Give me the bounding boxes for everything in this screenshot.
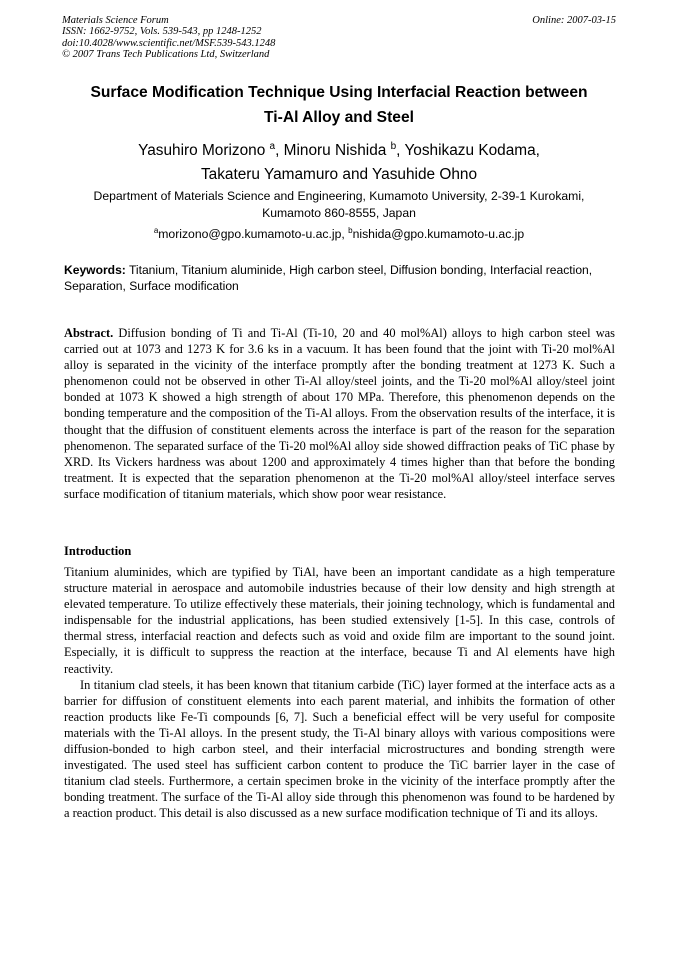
- email-b[interactable]: nishida@gpo.kumamoto-u.ac.jp: [352, 227, 525, 241]
- issn-line: ISSN: 1662-9752, Vols. 539-543, pp 1248-1252: [62, 26, 262, 38]
- authors-line-1: [40, 139, 638, 163]
- author-emails: [40, 226, 638, 242]
- author-3: , Yoshikazu Kodama,: [396, 142, 540, 159]
- copyright-line: © 2007 Trans Tech Publications Ltd, Switzerland: [62, 48, 270, 60]
- author-list: [40, 139, 638, 187]
- email-separator: ,: [341, 227, 349, 241]
- email-a[interactable]: morizono@gpo.kumamoto-u.ac.jp: [158, 227, 342, 241]
- author-1: Yasuhiro Morizono: [138, 142, 266, 159]
- publication-header: [62, 15, 616, 60]
- abstract-text: Diffusion bonding of Ti and Ti-Al (Ti-10, 20 and 40 mol%Al) alloys to high carbon steel was carried out at 1073 and 1273 K for 3.6 ks in a vacuum. It has been found that the joint with Ti-20 mol%Al alloy is separated in the vicinity of the interface promptly after the bonding treatment at 1273 K. Such a phenomenon could not be observed in other Ti-Al alloy/steel joints, and the Ti-20 mol%Al alloy/steel joint bonded at 1073 K showed a high strength of about 170 MPa. Therefore, this phenomenon depends on the bonding temperature and the composition of the Ti-Al alloys. From the observation results of the interface, it is thought that the diffusion of constituent elements across the interface is part of the reason for the separation phenomenon. The separated surface of the Ti-20 mol%Al alloy side showed diffraction peaks of TiC phase by XRD. Its Vickers hardness was about 1200 and approximately 4 times higher than that before the bonding treatment. It is expected that the separation phenomenon at the Ti-20 mol%Al alloy/steel interface serves surface modification of titanium materials, which show poor wear resistance.: [64, 326, 615, 501]
- abstract: [64, 325, 615, 502]
- author-1-affil-mark: a: [269, 141, 276, 152]
- introduction-body: [64, 564, 615, 822]
- title-line-2: Ti-Al Alloy and Steel: [264, 109, 414, 126]
- author-2: Minoru Nishida: [283, 142, 387, 159]
- affiliation: [40, 188, 638, 222]
- online-date: Online: 2007-03-15: [532, 15, 616, 26]
- email-b-mark: b: [348, 226, 353, 235]
- abstract-label: Abstract.: [64, 326, 114, 340]
- authors-line-2: Takateru Yamamuro and Yasuhide Ohno: [200, 166, 478, 183]
- title-line-1: Surface Modification Technique Using Interfacial Reaction between: [90, 84, 588, 101]
- intro-paragraph-1: Titanium aluminides, which are typified by TiAl, have been an important candidate as a high temperature structure material in aerospace and automobile industries because of their low density and high strength at elevated temperature. To utilize effectively these materials, their joining technology, which is fundamental and indispensable for the industrial applications, has been studied extensively [1-5]. In this case, controls of thermal stress, interfacial reaction and defects such as void and oxide film are important to the sound joint. Especially, it is difficult to suppress the reaction at the interface, because Ti and Al elements have high reactivity.: [64, 565, 615, 676]
- author-2-affil-mark: b: [390, 141, 397, 152]
- author-separator: ,: [275, 142, 284, 159]
- journal-name: Materials Science Forum: [62, 15, 169, 26]
- keywords-text: Titanium, Titanium aluminide, High carbon steel, Diffusion bonding, Interfacial reaction, Separation, Surface modification: [64, 263, 593, 293]
- introduction-heading: Introduction: [64, 544, 132, 558]
- affiliation-line-1: Department of Materials Science and Engineering, Kumamoto University, 2-39-1 Kurokami,: [93, 189, 585, 203]
- intro-paragraph-2: In titanium clad steels, it has been known that titanium carbide (TiC) layer formed at the interface acts as a barrier for diffusion of constituent elements into each parent material, and inhibits the formation of other reaction products like Fe-Ti compounds [6, 7]. Such a beneficial effect will be very useful for composite materials with the Ti-Al alloys. In the present study, the Ti-Al binary alloys with various compositions were diffusion-bonded to high carbon steel, and their interfacial microstructures and bonding strength were investigated. The used steel has sufficient carbon content to produce the TiC barrier layer in the case of titanium clad steels. Furthermore, a certain specimen broke in the vicinity of the interface promptly after the bonding treatment. The surface of the Ti-Al alloy side through this phenomenon was found to be hardened by a reaction product. This detail is also discussed as a new surface modification technique of Ti and its alloys.: [64, 677, 615, 821]
- paper-title: [40, 80, 638, 130]
- email-a-mark: a: [153, 226, 159, 235]
- affiliation-line-2: Kumamoto 860-8555, Japan: [262, 206, 416, 220]
- keywords-label: Keywords:: [64, 263, 126, 277]
- doi-line: doi:10.4028/www.scientific.net/MSF.539-543.1248: [62, 37, 276, 49]
- keywords: [64, 262, 616, 294]
